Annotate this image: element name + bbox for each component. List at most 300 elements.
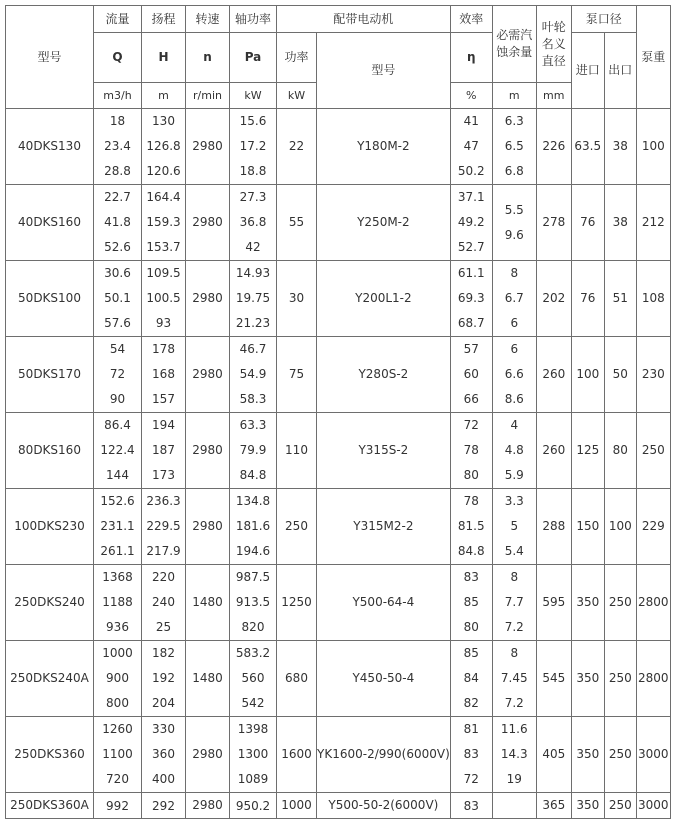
header-outlet: 出口 — [604, 33, 636, 109]
cell-shaft-power-value: 63.3 — [239, 418, 267, 432]
table-row — [6, 413, 671, 489]
table-row — [6, 565, 671, 641]
cell-npsh-value: 6.7 — [504, 291, 524, 305]
header-inlet: 进口 — [571, 33, 604, 109]
cell-npsh — [492, 489, 536, 565]
cell-motor-power: 1250 — [277, 565, 317, 641]
cell-flow-value: 90 — [109, 392, 126, 406]
cell-flow-value: 30.6 — [104, 266, 131, 280]
cell-npsh-value: 7.2 — [504, 620, 524, 634]
cell-head-value: 220 — [152, 570, 175, 584]
cell-motor-model: Y180M-2 — [317, 109, 451, 185]
table-row — [6, 641, 671, 717]
cell-efficiency — [450, 185, 492, 261]
cell-shaft-power-value: 19.75 — [235, 291, 271, 305]
unit-shaft: kW — [230, 83, 277, 109]
cell-efficiency-value: 61.1 — [457, 266, 485, 280]
cell-npsh-value: 14.3 — [500, 747, 528, 761]
cell-flow-value: 41.8 — [104, 215, 131, 229]
cell-efficiency-value: 72 — [463, 772, 479, 786]
cell-flow-value: 52.6 — [104, 240, 131, 254]
cell-head-value: 159.3 — [146, 215, 181, 229]
cell-impeller: 545 — [536, 641, 571, 717]
cell-npsh — [492, 717, 536, 793]
cell-shaft-power — [230, 489, 277, 565]
cell-speed: 2980 — [186, 717, 230, 793]
cell-shaft-power-value: 542 — [241, 696, 265, 710]
cell-inlet: 150 — [571, 489, 604, 565]
unit-imp: mm — [536, 83, 571, 109]
cell-speed: 2980 — [186, 109, 230, 185]
cell-impeller: 278 — [536, 185, 571, 261]
cell-efficiency-value: 83 — [463, 570, 479, 584]
cell-shaft-power-value: 21.23 — [235, 316, 271, 330]
cell-head-value: 182 — [152, 646, 175, 660]
cell-shaft-power-value: 79.9 — [239, 443, 267, 457]
cell-flow-value: 122.4 — [100, 443, 135, 457]
header-weight: 泵重 — [636, 6, 670, 109]
cell-flow-value: 1260 — [102, 722, 133, 736]
cell-shaft-power-value: 42 — [245, 240, 261, 254]
cell-weight: 2800 — [636, 565, 670, 641]
cell-head-value: 157 — [152, 392, 175, 406]
cell-shaft-power-value: 134.8 — [235, 494, 271, 508]
cell-efficiency-value: 83 — [463, 747, 479, 761]
cell-flow — [94, 489, 142, 565]
cell-flow-value: 72 — [109, 367, 126, 381]
cell-motor-power: 1000 — [277, 793, 317, 819]
cell-motor-model: Y250M-2 — [317, 185, 451, 261]
sym-h: H — [142, 33, 186, 83]
cell-motor-model: Y315S-2 — [317, 413, 451, 489]
cell-flow-value: 1000 — [102, 646, 133, 660]
cell-speed: 1480 — [186, 641, 230, 717]
cell-weight: 108 — [636, 261, 670, 337]
cell-flow-value: 54 — [109, 342, 126, 356]
cell-npsh-value: 5.9 — [504, 468, 524, 482]
cell-efficiency-value: 80 — [463, 468, 479, 482]
cell-efficiency-value: 47 — [463, 139, 479, 153]
cell-npsh-value: 7.7 — [504, 595, 524, 609]
cell-efficiency-value: 37.1 — [457, 190, 485, 204]
cell-flow — [94, 565, 142, 641]
cell-weight: 3000 — [636, 717, 670, 793]
cell-npsh-value: 6.3 — [504, 114, 524, 128]
cell-model: 40DKS160 — [6, 185, 94, 261]
cell-npsh — [492, 413, 536, 489]
cell-shaft-power — [230, 717, 277, 793]
cell-model: 250DKS360A — [6, 793, 94, 819]
cell-npsh-value: 7.45 — [500, 671, 528, 685]
unit-npsh: m — [492, 83, 536, 109]
cell-head — [142, 565, 186, 641]
cell-npsh-value: 4.8 — [504, 443, 524, 457]
cell-impeller: 202 — [536, 261, 571, 337]
cell-shaft-power-value: 58.3 — [239, 392, 267, 406]
cell-shaft-power-value: 181.6 — [235, 519, 271, 533]
cell-npsh-value: 4 — [510, 418, 519, 432]
cell-outlet: 250 — [604, 641, 636, 717]
cell-head-value: 330 — [152, 722, 175, 736]
cell-speed: 2980 — [186, 793, 230, 819]
cell-efficiency-value: 85 — [463, 595, 479, 609]
cell-outlet: 50 — [604, 337, 636, 413]
cell-head — [142, 641, 186, 717]
cell-outlet: 250 — [604, 793, 636, 819]
pump-spec-table — [5, 5, 671, 819]
cell-motor-model: Y280S-2 — [317, 337, 451, 413]
cell-outlet: 100 — [604, 489, 636, 565]
cell-weight: 230 — [636, 337, 670, 413]
cell-speed: 2980 — [186, 185, 230, 261]
cell-flow — [94, 337, 142, 413]
cell-head-value: 130 — [152, 114, 175, 128]
cell-npsh-value: 9.6 — [504, 227, 524, 242]
cell-efficiency-value: 81 — [463, 722, 479, 736]
cell-inlet: 350 — [571, 641, 604, 717]
cell-weight: 250 — [636, 413, 670, 489]
cell-motor-power: 30 — [277, 261, 317, 337]
cell-head — [142, 489, 186, 565]
cell-head — [142, 717, 186, 793]
cell-motor-model: Y500-64-4 — [317, 565, 451, 641]
cell-npsh-value: 8 — [510, 570, 519, 584]
cell-npsh — [492, 641, 536, 717]
cell-head — [142, 413, 186, 489]
cell-speed: 2980 — [186, 413, 230, 489]
cell-efficiency-value: 66 — [463, 392, 479, 406]
header-model: 型号 — [6, 6, 94, 109]
cell-flow — [94, 793, 142, 819]
cell-shaft-power-value: 194.6 — [235, 544, 271, 558]
cell-motor-model: Y200L1-2 — [317, 261, 451, 337]
cell-outlet: 250 — [604, 565, 636, 641]
cell-head-value: 236.3 — [146, 494, 181, 508]
cell-efficiency — [450, 565, 492, 641]
cell-motor-power: 250 — [277, 489, 317, 565]
cell-shaft-power-value: 1300 — [237, 747, 269, 761]
header-impeller: 叶轮名义直径 — [536, 6, 571, 83]
cell-model: 250DKS240 — [6, 565, 94, 641]
cell-npsh-value: 6.6 — [504, 367, 524, 381]
header-outlet-group: 泵口径 — [571, 6, 636, 33]
cell-flow-value: 86.4 — [104, 418, 131, 432]
cell-shaft-power-value: 54.9 — [239, 367, 267, 381]
cell-head-value: 204 — [152, 696, 175, 710]
cell-head-value: 126.8 — [146, 139, 181, 153]
cell-efficiency — [450, 641, 492, 717]
cell-efficiency-value: 83 — [463, 798, 479, 813]
cell-shaft-power-value: 913.5 — [235, 595, 271, 609]
cell-inlet: 350 — [571, 717, 604, 793]
cell-motor-power: 75 — [277, 337, 317, 413]
cell-head-value: 173 — [152, 468, 175, 482]
cell-npsh-value: 6 — [510, 316, 519, 330]
cell-head — [142, 793, 186, 819]
cell-flow-value: 720 — [106, 772, 129, 786]
sym-n: n — [186, 33, 230, 83]
sym-pa: Pa — [230, 33, 277, 83]
cell-shaft-power — [230, 413, 277, 489]
cell-shaft-power — [230, 109, 277, 185]
cell-npsh-value: 8 — [510, 646, 519, 660]
cell-head-value: 187 — [152, 443, 175, 457]
cell-flow-value: 261.1 — [100, 544, 135, 558]
cell-npsh — [492, 565, 536, 641]
cell-motor-power: 22 — [277, 109, 317, 185]
cell-weight: 2800 — [636, 641, 670, 717]
table-row — [6, 337, 671, 413]
header-npsh: 必需汽蚀余量 — [492, 6, 536, 83]
cell-speed: 2980 — [186, 337, 230, 413]
cell-flow-value: 900 — [106, 671, 129, 685]
cell-efficiency — [450, 717, 492, 793]
cell-model: 50DKS170 — [6, 337, 94, 413]
cell-efficiency-value: 84 — [463, 671, 479, 685]
cell-efficiency — [450, 793, 492, 819]
cell-shaft-power — [230, 261, 277, 337]
cell-head-value: 168 — [152, 367, 175, 381]
cell-motor-power: 110 — [277, 413, 317, 489]
unit-flow: m3/h — [94, 83, 142, 109]
cell-flow-value: 1368 — [102, 570, 133, 584]
cell-shaft-power-value: 18.8 — [239, 164, 267, 178]
cell-npsh-value: 3.3 — [504, 494, 524, 508]
cell-model: 80DKS160 — [6, 413, 94, 489]
cell-shaft-power-value: 84.8 — [239, 468, 267, 482]
cell-efficiency-value: 69.3 — [457, 291, 485, 305]
cell-model: 250DKS240A — [6, 641, 94, 717]
table-row — [6, 717, 671, 793]
cell-head-value: 100.5 — [146, 291, 181, 305]
cell-efficiency — [450, 109, 492, 185]
cell-efficiency-value: 49.2 — [457, 215, 485, 229]
cell-shaft-power-value: 950.2 — [235, 798, 271, 813]
cell-speed: 1480 — [186, 565, 230, 641]
cell-head-value: 153.7 — [146, 240, 181, 254]
cell-impeller: 260 — [536, 413, 571, 489]
header-efficiency: 效率 — [450, 6, 492, 33]
cell-flow-value: 936 — [106, 620, 129, 634]
cell-head-value: 194 — [152, 418, 175, 432]
cell-flow-value: 22.7 — [104, 190, 131, 204]
cell-weight: 3000 — [636, 793, 670, 819]
header-speed: 转速 — [186, 6, 230, 33]
cell-speed: 2980 — [186, 489, 230, 565]
cell-flow-value: 28.8 — [104, 164, 131, 178]
cell-efficiency-value: 82 — [463, 696, 479, 710]
cell-flow — [94, 413, 142, 489]
cell-shaft-power — [230, 337, 277, 413]
cell-inlet: 350 — [571, 793, 604, 819]
cell-npsh-value: 8.6 — [504, 392, 524, 406]
cell-shaft-power-value: 14.93 — [235, 266, 271, 280]
cell-npsh-value: 19 — [506, 772, 522, 786]
table-row — [6, 793, 671, 819]
cell-outlet: 38 — [604, 185, 636, 261]
cell-efficiency-value: 52.7 — [457, 240, 485, 254]
cell-head-value: 360 — [152, 747, 175, 761]
cell-head-value: 25 — [155, 620, 172, 634]
cell-head-value: 292 — [152, 798, 175, 813]
cell-impeller: 288 — [536, 489, 571, 565]
cell-shaft-power-value: 987.5 — [235, 570, 271, 584]
cell-head — [142, 261, 186, 337]
cell-efficiency-value: 57 — [463, 342, 479, 356]
cell-head — [142, 337, 186, 413]
cell-npsh-value: 5.5 — [504, 202, 524, 217]
cell-flow-value: 992 — [106, 798, 129, 813]
cell-speed: 2980 — [186, 261, 230, 337]
cell-impeller: 405 — [536, 717, 571, 793]
cell-flow-value: 144 — [106, 468, 129, 482]
header-motor: 配带电动机 — [277, 6, 451, 33]
cell-flow-value: 57.6 — [104, 316, 131, 330]
cell-model: 50DKS100 — [6, 261, 94, 337]
header-shaft-power: 轴功率 — [230, 6, 277, 33]
sym-eta: η — [450, 33, 492, 83]
cell-shaft-power — [230, 565, 277, 641]
sym-q: Q — [94, 33, 142, 83]
cell-head-value: 120.6 — [146, 164, 181, 178]
cell-flow — [94, 261, 142, 337]
cell-npsh-value: 11.6 — [500, 722, 528, 736]
cell-efficiency-value: 85 — [463, 646, 479, 660]
table-row — [6, 109, 671, 185]
table-row — [6, 261, 671, 337]
cell-efficiency — [450, 261, 492, 337]
cell-efficiency-value: 78 — [463, 443, 479, 457]
cell-npsh-value: 7.2 — [504, 696, 524, 710]
cell-motor-model: YK1600-2/990(6000V) — [317, 717, 451, 793]
cell-impeller: 365 — [536, 793, 571, 819]
cell-shaft-power — [230, 793, 277, 819]
cell-shaft-power-value: 17.2 — [239, 139, 267, 153]
cell-shaft-power — [230, 185, 277, 261]
cell-npsh — [492, 185, 536, 261]
cell-flow — [94, 641, 142, 717]
cell-shaft-power — [230, 641, 277, 717]
cell-inlet: 76 — [571, 261, 604, 337]
cell-flow-value: 800 — [106, 696, 129, 710]
cell-inlet: 76 — [571, 185, 604, 261]
header-head: 扬程 — [142, 6, 186, 33]
cell-head-value: 192 — [152, 671, 175, 685]
cell-weight: 212 — [636, 185, 670, 261]
cell-motor-model: Y315M2-2 — [317, 489, 451, 565]
cell-head-value: 229.5 — [146, 519, 181, 533]
cell-efficiency — [450, 489, 492, 565]
cell-outlet: 80 — [604, 413, 636, 489]
cell-efficiency — [450, 413, 492, 489]
cell-impeller: 226 — [536, 109, 571, 185]
cell-efficiency-value: 72 — [463, 418, 479, 432]
cell-head — [142, 185, 186, 261]
cell-flow-value: 23.4 — [104, 139, 131, 153]
cell-motor-power: 1600 — [277, 717, 317, 793]
cell-outlet: 250 — [604, 717, 636, 793]
cell-head — [142, 109, 186, 185]
cell-motor-model: Y450-50-4 — [317, 641, 451, 717]
unit-speed: r/min — [186, 83, 230, 109]
cell-npsh-value: 8 — [510, 266, 519, 280]
cell-inlet: 100 — [571, 337, 604, 413]
cell-npsh — [492, 109, 536, 185]
cell-npsh — [492, 261, 536, 337]
cell-outlet: 51 — [604, 261, 636, 337]
header-motor-power: 功率 — [277, 33, 317, 83]
unit-eff: % — [450, 83, 492, 109]
cell-inlet: 125 — [571, 413, 604, 489]
cell-flow — [94, 109, 142, 185]
cell-model: 100DKS230 — [6, 489, 94, 565]
cell-head-value: 240 — [152, 595, 175, 609]
cell-shaft-power-value: 560 — [241, 671, 265, 685]
cell-motor-model: Y500-50-2(6000V) — [317, 793, 451, 819]
cell-flow-value: 1188 — [102, 595, 133, 609]
cell-efficiency-value: 81.5 — [457, 519, 485, 533]
cell-flow-value: 1100 — [102, 747, 133, 761]
cell-efficiency-value: 84.8 — [457, 544, 485, 558]
cell-npsh-value: 6.5 — [504, 139, 524, 153]
cell-flow-value: 231.1 — [100, 519, 135, 533]
cell-npsh-value: 6.8 — [504, 164, 524, 178]
cell-shaft-power-value: 820 — [241, 620, 265, 634]
cell-impeller: 260 — [536, 337, 571, 413]
cell-flow — [94, 185, 142, 261]
cell-inlet: 350 — [571, 565, 604, 641]
cell-efficiency-value: 68.7 — [457, 316, 485, 330]
cell-shaft-power-value: 1398 — [237, 722, 269, 736]
cell-inlet: 63.5 — [571, 109, 604, 185]
cell-efficiency — [450, 337, 492, 413]
cell-motor-power: 680 — [277, 641, 317, 717]
cell-npsh-value: 5.4 — [504, 544, 524, 558]
cell-flow-value: 152.6 — [100, 494, 135, 508]
cell-flow-value: 18 — [109, 114, 126, 128]
cell-efficiency-value: 41 — [463, 114, 479, 128]
header-motor-model: 型号 — [317, 33, 451, 109]
cell-model: 250DKS360 — [6, 717, 94, 793]
cell-head-value: 400 — [152, 772, 175, 786]
table-row — [6, 489, 671, 565]
cell-head-value: 164.4 — [146, 190, 181, 204]
cell-shaft-power-value: 583.2 — [235, 646, 271, 660]
unit-head: m — [142, 83, 186, 109]
cell-weight: 100 — [636, 109, 670, 185]
cell-weight: 229 — [636, 489, 670, 565]
cell-shaft-power-value: 15.6 — [239, 114, 267, 128]
cell-shaft-power-value: 36.8 — [239, 215, 267, 229]
cell-motor-power: 55 — [277, 185, 317, 261]
cell-npsh-value: 6 — [510, 342, 519, 356]
cell-npsh-value: 5 — [510, 519, 519, 533]
cell-efficiency-value: 60 — [463, 367, 479, 381]
cell-efficiency-value: 80 — [463, 620, 479, 634]
cell-efficiency-value: 78 — [463, 494, 479, 508]
cell-shaft-power-value: 1089 — [237, 772, 269, 786]
cell-flow-value: 50.1 — [104, 291, 131, 305]
cell-shaft-power-value: 46.7 — [239, 342, 267, 356]
header-flow: 流量 — [94, 6, 142, 33]
cell-head-value: 217.9 — [146, 544, 181, 558]
cell-flow — [94, 717, 142, 793]
cell-head-value: 93 — [155, 316, 172, 330]
cell-npsh — [492, 793, 536, 819]
cell-npsh — [492, 337, 536, 413]
cell-model: 40DKS130 — [6, 109, 94, 185]
cell-shaft-power-value: 27.3 — [239, 190, 267, 204]
